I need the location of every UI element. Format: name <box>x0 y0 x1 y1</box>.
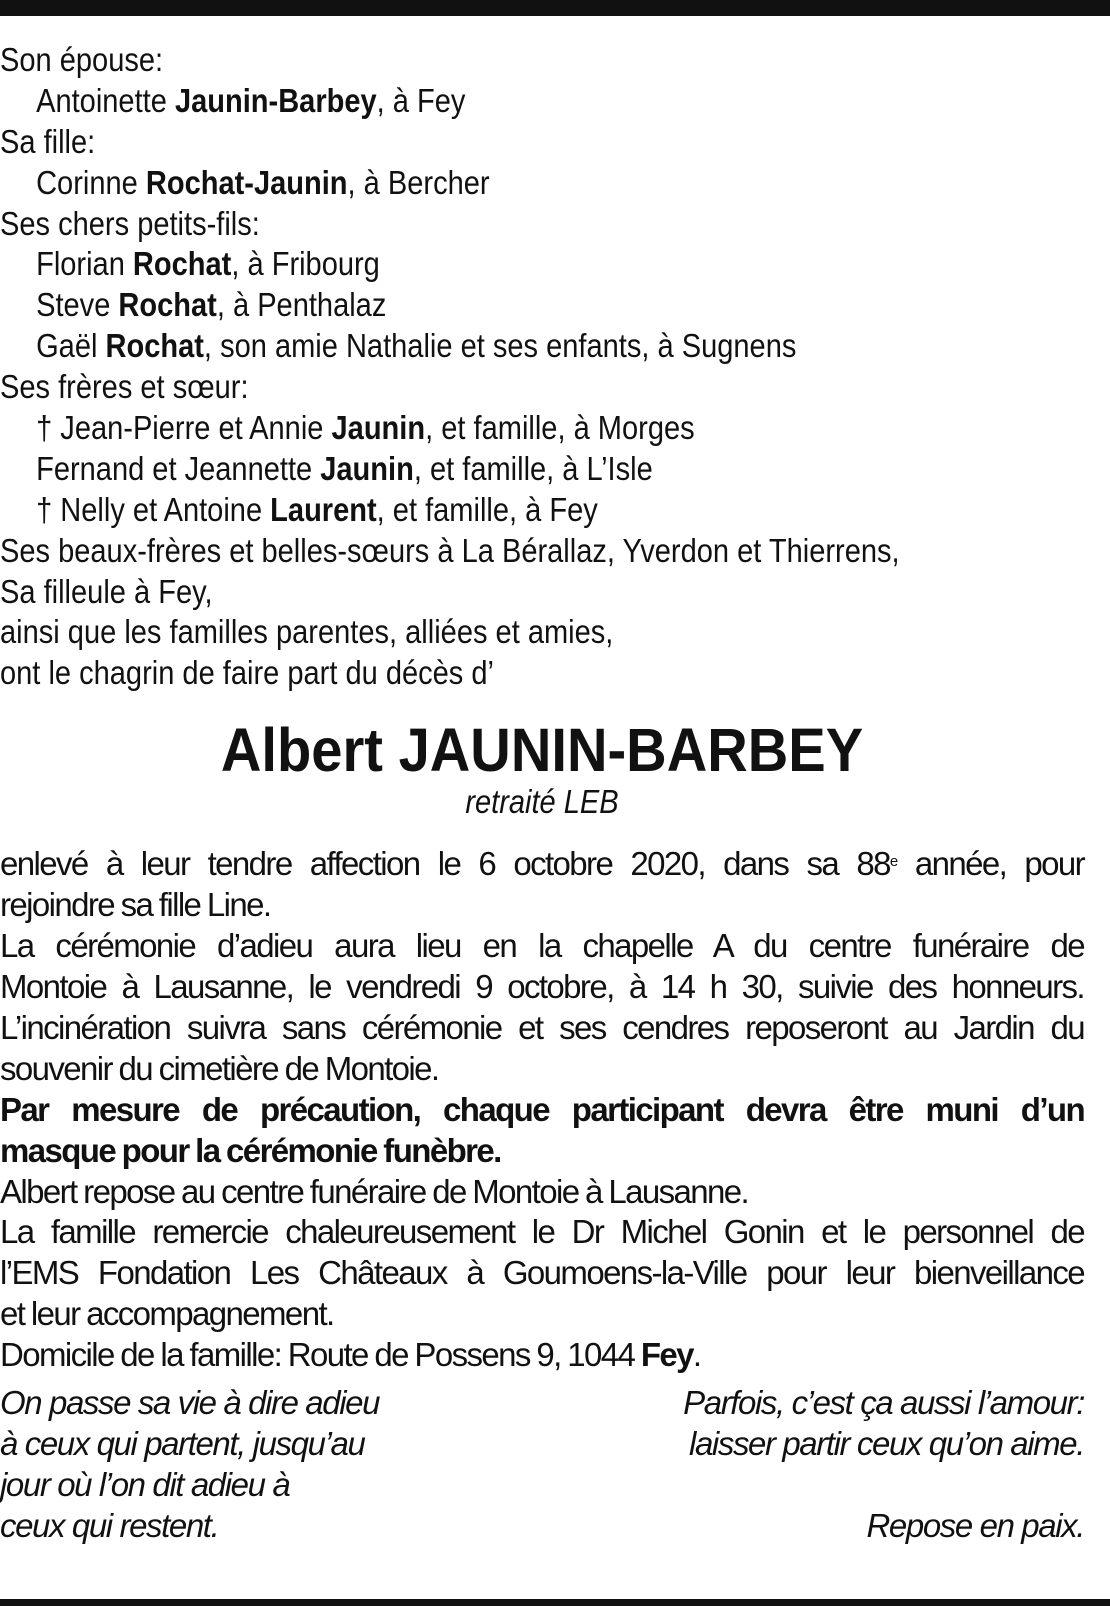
cremation-line-2: souvenir du cimetière de Montoie. <box>0 1049 439 1087</box>
deceased-name: Albert JAUNIN-BARBEY <box>220 716 864 785</box>
quote-line <box>683 1465 1084 1506</box>
cremation-line-1: L’incinération suivra sans cérémonie et ses cendres reposeront au Jardin du <box>0 1008 1084 1046</box>
spouse-first-name: Antoinette <box>36 81 167 119</box>
grandson-rest: , à Fribourg <box>231 245 380 283</box>
top-rule <box>0 0 1110 16</box>
sibling-entry <box>0 408 954 449</box>
relatives-line: ainsi que les familles parentes, alliées et amies, <box>0 613 614 651</box>
thanks-line-3: et leur accompagnement. <box>0 1295 334 1333</box>
in-laws-line: Ses beaux-frères et belles-sœurs à La Bérallaz, Yverdon et Thierrens, <box>0 531 900 569</box>
grandson-last-name: Rochat <box>132 245 232 283</box>
sibling-last-name: Jaunin <box>331 409 426 447</box>
grandson-first-name: Florian <box>36 245 125 283</box>
daughter-first-name: Corinne <box>36 163 138 201</box>
quote-line: Repose en paix. <box>866 1506 1084 1544</box>
grandson-first-name: Gaël <box>36 327 98 365</box>
death-text: enlevé à leur tendre affection le 6 octobre 2020, dans sa 88 <box>0 845 890 883</box>
siblings-heading: Ses frères et sœur: <box>0 368 249 406</box>
grandsons-heading: Ses chers petits-fils: <box>0 204 260 242</box>
daughter-entry <box>0 163 954 204</box>
obituary-text <box>0 40 1084 1376</box>
daughter-place: , à Bercher <box>347 163 490 201</box>
ceremony-line-2: Montoie à Lausanne, le vendredi 9 octobre, à 14 h 30, suivie des honneurs. <box>0 967 1084 1005</box>
mask-notice-line-2: masque pour la cérémonie funèbre. <box>0 1131 501 1169</box>
thanks-line-2: l’EMS Fondation Les Châteaux à Goumoens-la-Ville pour leur bienveillance <box>0 1254 1084 1292</box>
death-line-1 <box>0 844 1084 885</box>
grandson-entry <box>0 285 954 326</box>
bottom-rule <box>0 1599 1110 1606</box>
sibling-entry <box>0 449 954 490</box>
death-line-2: rejoindre sa fille Line. <box>0 886 271 924</box>
quote-line: On passe sa vie à dire adieu <box>0 1384 380 1421</box>
death-text-end: année, pour <box>896 845 1084 883</box>
thanks-line-1: La famille remercie chaleureusement le Dr Michel Gonin et le personnel de <box>0 1213 1084 1251</box>
sibling-rest: , et famille, à L’Isle <box>413 449 653 487</box>
quote-line: Parfois, c’est ça aussi l’amour: <box>683 1384 1084 1421</box>
grandson-entry <box>0 326 954 367</box>
right-quote <box>683 1383 1084 1547</box>
mask-notice-line-1: Par mesure de précaution, chaque participant devra être muni d’un <box>0 1090 1084 1128</box>
daughter-heading: Sa fille: <box>0 122 96 160</box>
grandson-first-name: Steve <box>36 286 111 324</box>
sibling-last-name: Laurent <box>270 490 377 528</box>
quote-line: laisser partir ceux qu’on aime. <box>689 1424 1084 1462</box>
sibling-rest: , et famille, à Morges <box>425 409 695 447</box>
spouse-place: , à Fey <box>376 81 466 119</box>
grandson-rest: , son amie Nathalie et ses enfants, à Sugnens <box>203 327 797 365</box>
sibling-last-name: Jaunin <box>320 449 414 487</box>
grandson-entry <box>0 244 954 285</box>
daughter-last-name: Rochat-Jaunin <box>145 163 348 201</box>
rests-line: Albert repose au centre funéraire de Montoie à Lausanne. <box>0 1172 749 1210</box>
quote-line: jour où l’on dit adieu à <box>0 1465 290 1503</box>
ceremony-line-1: La cérémonie d’adieu aura lieu en la chapelle A du centre funéraire de <box>0 927 1084 965</box>
sibling-first-names: † Jean-Pierre et Annie <box>36 409 324 447</box>
domicile-period: . <box>692 1336 701 1374</box>
grandson-last-name: Rochat <box>105 327 204 365</box>
announcement-line: ont le chagrin de faire part du décès d’ <box>0 654 494 692</box>
ordinal-suffix: e <box>889 853 897 871</box>
spouse-last-name: Jaunin-Barbey <box>174 81 377 119</box>
closing-quotes <box>0 1383 1084 1588</box>
domicile-town: Fey <box>640 1336 693 1374</box>
sibling-entry <box>0 490 954 531</box>
domicile-line <box>0 1335 1084 1376</box>
grandson-rest: , à Penthalaz <box>216 286 387 324</box>
sibling-rest: , et famille, à Fey <box>376 490 598 528</box>
grandson-last-name: Rochat <box>118 286 217 324</box>
spouse-heading: Son épouse: <box>0 41 164 78</box>
spouse-entry <box>0 81 954 122</box>
domicile-address: Domicile de la famille: Route de Possens 9, 1044 <box>0 1336 641 1374</box>
deceased-title: retraité LEB <box>465 783 619 821</box>
sibling-first-names: Fernand et Jeannette <box>36 449 313 487</box>
quote-line: ceux qui restent. <box>0 1506 219 1544</box>
sibling-first-names: † Nelly et Antoine <box>36 490 263 528</box>
goddaughter-line: Sa filleule à Fey, <box>0 572 213 610</box>
left-quote <box>0 1383 379 1547</box>
quote-line: à ceux qui partent, jusqu’au <box>0 1424 365 1462</box>
